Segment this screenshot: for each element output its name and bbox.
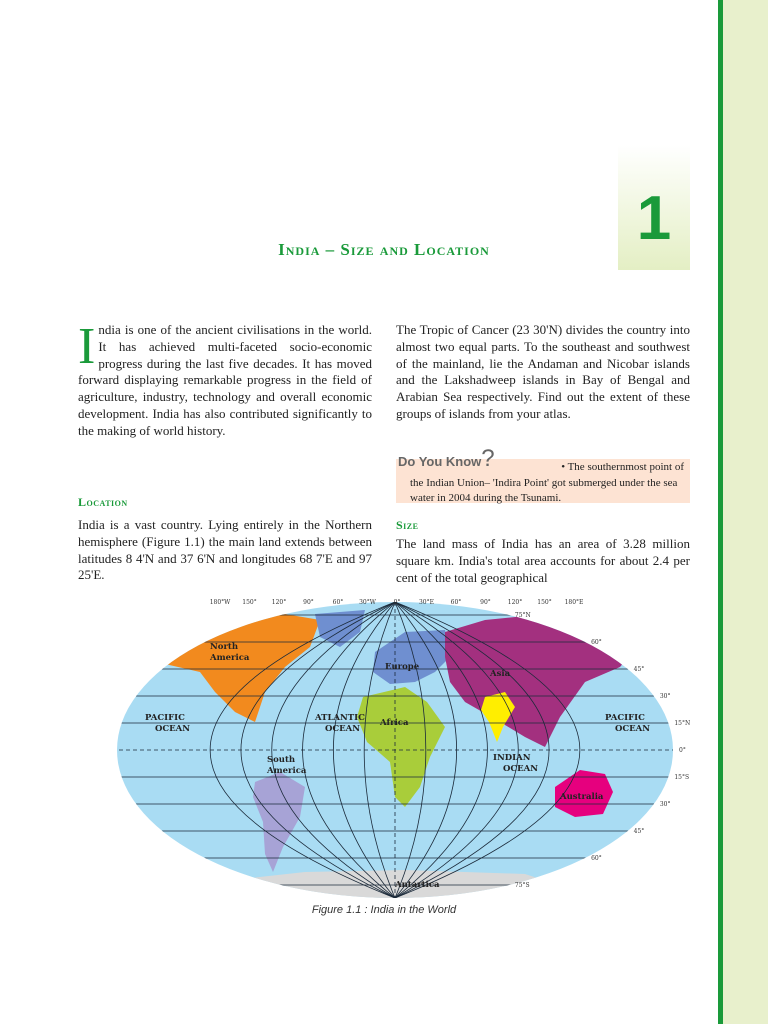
- indian-label: OCEAN: [503, 764, 539, 774]
- europe-label: Europe: [385, 662, 420, 672]
- pacific-left-label: PACIFIC: [145, 713, 185, 723]
- atlantic-label: OCEAN: [325, 724, 361, 734]
- atlantic-label: ATLANTIC: [315, 713, 365, 723]
- longitude-label: 30°W: [359, 599, 376, 606]
- latitude-label: 60°: [591, 855, 602, 862]
- latitude-label: 75°N: [514, 612, 531, 619]
- question-mark-icon: ?: [481, 445, 495, 472]
- location-heading: [78, 494, 372, 511]
- antartica-label: Antartica: [395, 880, 440, 890]
- latitude-label: 0°: [679, 747, 686, 754]
- north-america-label: North: [210, 642, 239, 652]
- longitude-label: 180°E: [564, 599, 584, 606]
- location-text: India is a vast country. Lying entirely in the Northern hemisphere (Figure 1.1) the main land extends between latitudes 8 4'N and 37 6'N and longitudes 68 7'E and 97 25'E.: [78, 517, 372, 583]
- margin-panel: [723, 0, 768, 1024]
- longitude-label: 90°: [303, 599, 314, 606]
- longitude-label: 60°: [332, 599, 344, 606]
- size-heading-text: Size: [396, 518, 419, 532]
- south-america-label: America: [267, 766, 307, 776]
- longitude-label: 150°: [242, 599, 257, 606]
- do-you-know-line1: • The southernmost point of: [561, 461, 684, 473]
- africa-label: Africa: [380, 718, 409, 728]
- north-america-label: America: [210, 653, 250, 663]
- latitude-label: 15°N: [674, 720, 691, 727]
- australia-label: Australia: [560, 792, 604, 802]
- intro-paragraph: [78, 318, 372, 440]
- world-map: [105, 592, 691, 902]
- chapter-title: India – Size and Location: [278, 240, 490, 259]
- tropic-paragraph: The Tropic of Cancer (23 30'N) divides the country into almost two equal parts. To the southeast and southwest of the mainland, lie the Andaman and Nicobar islands and the Lakshadweep islands in Bay of Bengal and Arabian Sea respectively. Find out the extent of these groups of islands from your atlas.: [396, 322, 690, 421]
- latitude-label: 75°S: [514, 882, 530, 889]
- latitude-label: 60°: [591, 639, 602, 646]
- latitude-label: 45°: [633, 666, 645, 673]
- pacific-right-label: PACIFIC: [605, 713, 645, 723]
- latitude-label: 30°: [659, 693, 671, 700]
- pacific-right-label: OCEAN: [615, 724, 651, 734]
- south-america-label: South: [267, 755, 296, 765]
- figure-caption: Figure 1.1 : India in the World: [311, 904, 457, 916]
- size-text: The land mass of India has an area of 3.28 million square km. India's total area accounts for about 2.4 per cent of the total geographical: [396, 536, 690, 585]
- intro-text: ndia is one of the ancient civilisations in the world. It has achieved multi-faceted socio-economic progress during the last five decades. It has moved forward displaying remarkable progress in the field of agriculture, industry, technology and overall economic development. India has also contributed significantly to the making of world history.: [78, 322, 372, 438]
- latitude-label: 15°S: [674, 774, 690, 781]
- longitude-label: 120°: [507, 599, 523, 606]
- longitude-label: 90°: [480, 599, 491, 606]
- chapter-number: 1: [636, 184, 672, 253]
- size-heading: [396, 517, 690, 534]
- longitude-label: 120°: [271, 599, 287, 606]
- location-heading-text: Location: [78, 495, 128, 509]
- indian-label: INDIAN: [493, 753, 531, 763]
- latitude-label: 30°: [659, 801, 671, 808]
- longitude-label: 60°: [450, 599, 462, 606]
- longitude-label: 150°: [537, 599, 552, 606]
- do-you-know-rest: the Indian Union– 'Indira Point' got submerged under the sea water in 2004 during the Tsunami.: [410, 476, 678, 504]
- pacific-left-label: OCEAN: [155, 724, 191, 734]
- do-you-know-label: Do You Know: [398, 454, 482, 469]
- longitude-label: 180°W: [209, 599, 231, 606]
- latitude-label: 45°: [633, 828, 645, 835]
- drop-cap: I: [78, 318, 96, 375]
- do-you-know-text: [410, 460, 688, 507]
- asia-label: Asia: [490, 669, 511, 679]
- longitude-label: 30°E: [418, 599, 435, 606]
- longitude-label: 0°: [393, 599, 401, 606]
